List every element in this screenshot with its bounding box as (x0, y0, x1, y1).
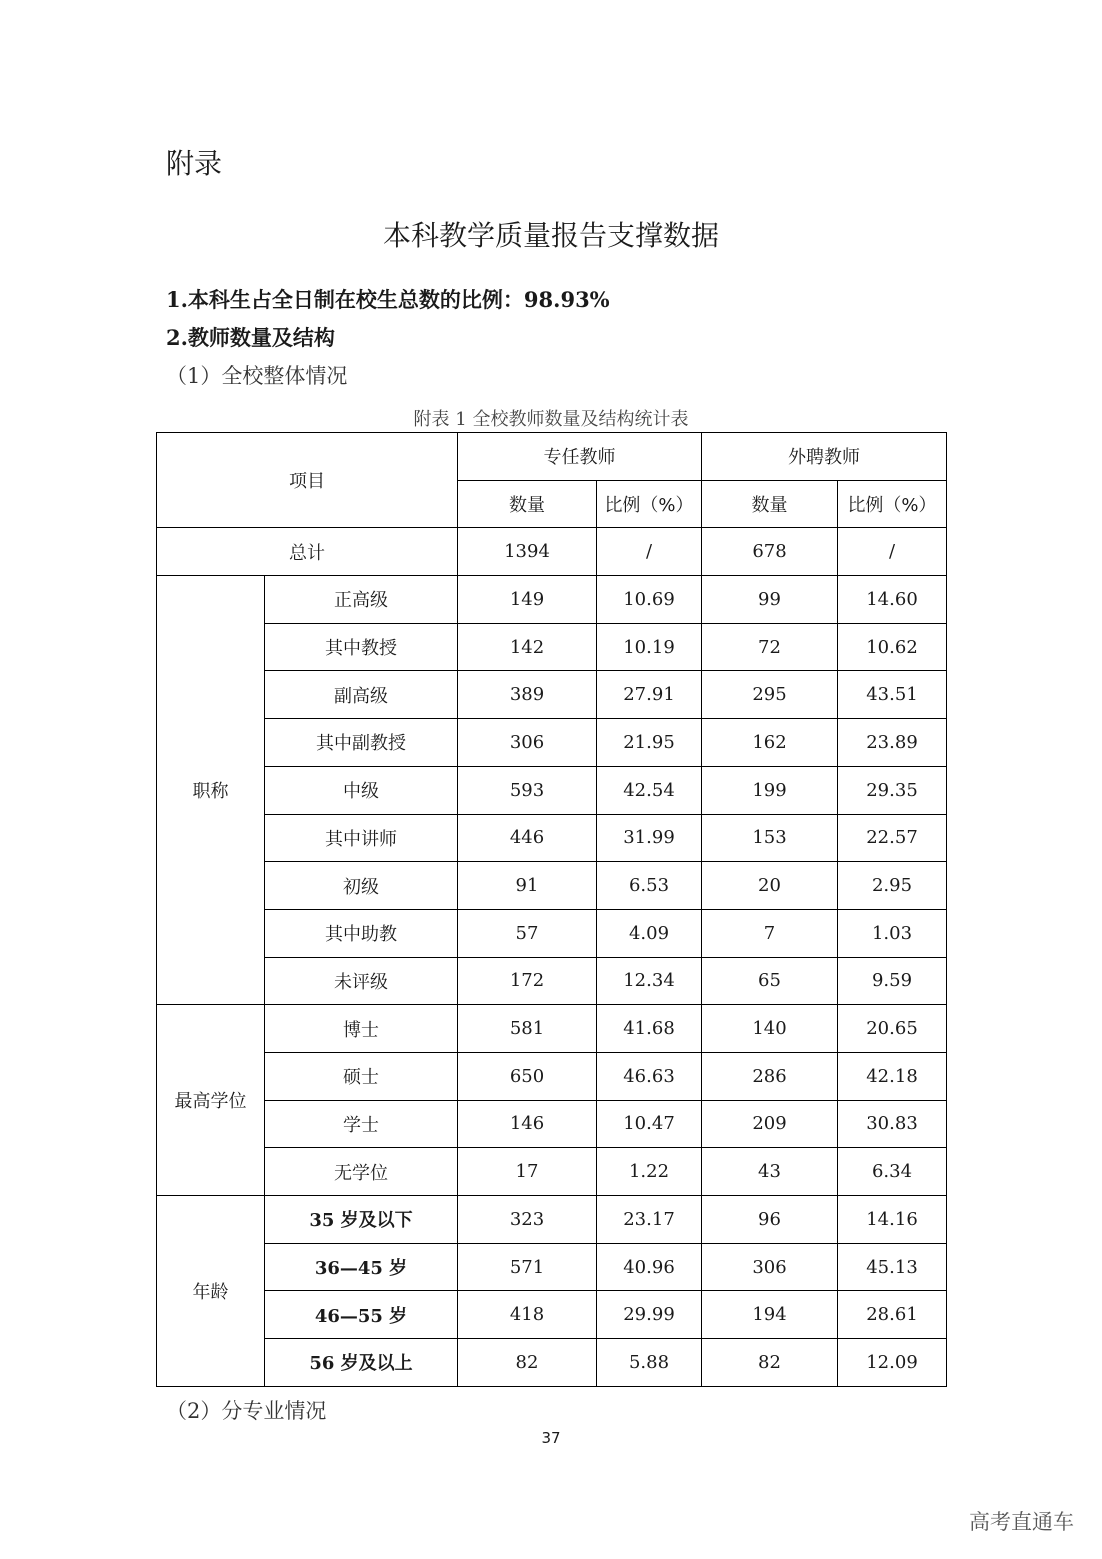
row-label: 其中副教授 (265, 719, 458, 767)
table-row (157, 719, 947, 767)
subsection-whole-school: （1）全校整体情况 (166, 364, 348, 388)
cell-fulltime-ratio: 21.95 (597, 719, 702, 767)
cell-external-ratio: 45.13 (838, 1243, 947, 1291)
row-label: 无学位 (265, 1148, 458, 1196)
row-label: 其中教授 (265, 623, 458, 671)
table-row (157, 1148, 947, 1196)
cell-external-count: 82 (702, 1339, 838, 1387)
cell-external-ratio: 10.62 (838, 623, 947, 671)
cell-fulltime-ratio: / (597, 528, 702, 576)
page-number: 37 (541, 1429, 561, 1447)
cell-external-ratio: 20.65 (838, 1005, 947, 1053)
header-external-ratio: 比例（%） (838, 480, 947, 528)
table-row-total (157, 528, 947, 576)
cell-external-count: 306 (702, 1243, 838, 1291)
row-label: 总计 (157, 528, 458, 576)
row-label: 46—55 岁 (265, 1291, 458, 1339)
cell-external-ratio: 9.59 (838, 957, 947, 1005)
document-title: 本科教学质量报告支撑数据 (382, 219, 719, 252)
cell-external-ratio: / (838, 528, 947, 576)
cell-external-count: 96 (702, 1196, 838, 1244)
cell-external-count: 153 (702, 814, 838, 862)
row-label: 未评级 (265, 957, 458, 1005)
cell-fulltime-count: 650 (458, 1052, 597, 1100)
cell-external-count: 99 (702, 576, 838, 624)
subsection-by-major: （2）分专业情况 (166, 1399, 327, 1423)
cell-fulltime-count: 1394 (458, 528, 597, 576)
cell-external-ratio: 1.03 (838, 909, 947, 957)
table-row (157, 576, 947, 624)
cell-fulltime-count: 389 (458, 671, 597, 719)
cell-external-count: 162 (702, 719, 838, 767)
row-label: 学士 (265, 1100, 458, 1148)
table-row (157, 862, 947, 910)
cell-fulltime-count: 17 (458, 1148, 597, 1196)
cell-external-ratio: 42.18 (838, 1052, 947, 1100)
cell-fulltime-count: 142 (458, 623, 597, 671)
cell-fulltime-count: 593 (458, 766, 597, 814)
cell-external-ratio: 12.09 (838, 1339, 947, 1387)
cell-fulltime-count: 91 (458, 862, 597, 910)
cell-fulltime-count: 323 (458, 1196, 597, 1244)
watermark: 高考直通车 (969, 1510, 1074, 1534)
table-row (157, 1052, 947, 1100)
cell-external-ratio: 30.83 (838, 1100, 947, 1148)
table-row (157, 909, 947, 957)
header-fulltime-count: 数量 (458, 480, 597, 528)
cell-fulltime-ratio: 10.69 (597, 576, 702, 624)
cell-external-ratio: 14.16 (838, 1196, 947, 1244)
header-item: 项目 (157, 433, 458, 528)
cell-external-ratio: 14.60 (838, 576, 947, 624)
row-label: 35 岁及以下 (265, 1196, 458, 1244)
cell-fulltime-count: 172 (458, 957, 597, 1005)
row-label: 正高级 (265, 576, 458, 624)
table-row (157, 671, 947, 719)
row-label: 中级 (265, 766, 458, 814)
cell-fulltime-ratio: 10.47 (597, 1100, 702, 1148)
group-label: 年龄 (157, 1196, 265, 1387)
table-row (157, 1243, 947, 1291)
cell-external-count: 678 (702, 528, 838, 576)
cell-external-count: 194 (702, 1291, 838, 1339)
cell-fulltime-ratio: 46.63 (597, 1052, 702, 1100)
cell-fulltime-count: 57 (458, 909, 597, 957)
cell-fulltime-count: 82 (458, 1339, 597, 1387)
cell-external-ratio: 2.95 (838, 862, 947, 910)
table-row (157, 1100, 947, 1148)
table-header-row (157, 433, 947, 481)
row-label: 博士 (265, 1005, 458, 1053)
table-caption: 附表 1 全校教师数量及结构统计表 (413, 409, 689, 430)
cell-fulltime-count: 571 (458, 1243, 597, 1291)
row-label: 其中助教 (265, 909, 458, 957)
cell-external-count: 286 (702, 1052, 838, 1100)
cell-external-count: 72 (702, 623, 838, 671)
cell-fulltime-ratio: 12.34 (597, 957, 702, 1005)
table-row (157, 1005, 947, 1053)
cell-external-ratio: 23.89 (838, 719, 947, 767)
cell-fulltime-ratio: 23.17 (597, 1196, 702, 1244)
table-row (157, 623, 947, 671)
cell-fulltime-count: 581 (458, 1005, 597, 1053)
row-label: 其中讲师 (265, 814, 458, 862)
cell-external-ratio: 6.34 (838, 1148, 947, 1196)
cell-fulltime-ratio: 31.99 (597, 814, 702, 862)
cell-external-ratio: 22.57 (838, 814, 947, 862)
cell-external-count: 20 (702, 862, 838, 910)
table-row (157, 766, 947, 814)
cell-fulltime-ratio: 42.54 (597, 766, 702, 814)
row-label: 副高级 (265, 671, 458, 719)
teacher-structure-table (156, 432, 947, 1387)
group-label: 最高学位 (157, 1005, 265, 1196)
section-undergrad-ratio: 1.本科生占全日制在校生总数的比例：98.93% (166, 287, 610, 312)
row-label: 初级 (265, 862, 458, 910)
cell-fulltime-count: 446 (458, 814, 597, 862)
table-row (157, 957, 947, 1005)
cell-fulltime-ratio: 10.19 (597, 623, 702, 671)
cell-external-count: 295 (702, 671, 838, 719)
cell-fulltime-ratio: 29.99 (597, 1291, 702, 1339)
cell-external-count: 140 (702, 1005, 838, 1053)
table-row (157, 1339, 947, 1387)
table-row (157, 814, 947, 862)
cell-fulltime-count: 306 (458, 719, 597, 767)
table-row (157, 1291, 947, 1339)
section-teacher-structure: 2.教师数量及结构 (166, 325, 335, 350)
header-external-count: 数量 (702, 480, 838, 528)
cell-external-count: 65 (702, 957, 838, 1005)
group-label: 职称 (157, 576, 265, 1005)
cell-external-ratio: 28.61 (838, 1291, 947, 1339)
header-fulltime-ratio: 比例（%） (597, 480, 702, 528)
cell-fulltime-count: 418 (458, 1291, 597, 1339)
cell-external-count: 209 (702, 1100, 838, 1148)
cell-fulltime-count: 146 (458, 1100, 597, 1148)
cell-fulltime-count: 149 (458, 576, 597, 624)
row-label: 硕士 (265, 1052, 458, 1100)
header-fulltime-teachers: 专任教师 (458, 433, 702, 481)
cell-fulltime-ratio: 6.53 (597, 862, 702, 910)
appendix-heading: 附录 (166, 147, 223, 180)
row-label: 36—45 岁 (265, 1243, 458, 1291)
header-external-teachers: 外聘教师 (702, 433, 947, 481)
cell-external-count: 43 (702, 1148, 838, 1196)
table-row (157, 1196, 947, 1244)
cell-external-count: 7 (702, 909, 838, 957)
cell-external-ratio: 29.35 (838, 766, 947, 814)
cell-fulltime-ratio: 27.91 (597, 671, 702, 719)
cell-external-count: 199 (702, 766, 838, 814)
cell-fulltime-ratio: 4.09 (597, 909, 702, 957)
cell-fulltime-ratio: 40.96 (597, 1243, 702, 1291)
cell-fulltime-ratio: 5.88 (597, 1339, 702, 1387)
cell-external-ratio: 43.51 (838, 671, 947, 719)
cell-fulltime-ratio: 1.22 (597, 1148, 702, 1196)
row-label: 56 岁及以上 (265, 1339, 458, 1387)
cell-fulltime-ratio: 41.68 (597, 1005, 702, 1053)
